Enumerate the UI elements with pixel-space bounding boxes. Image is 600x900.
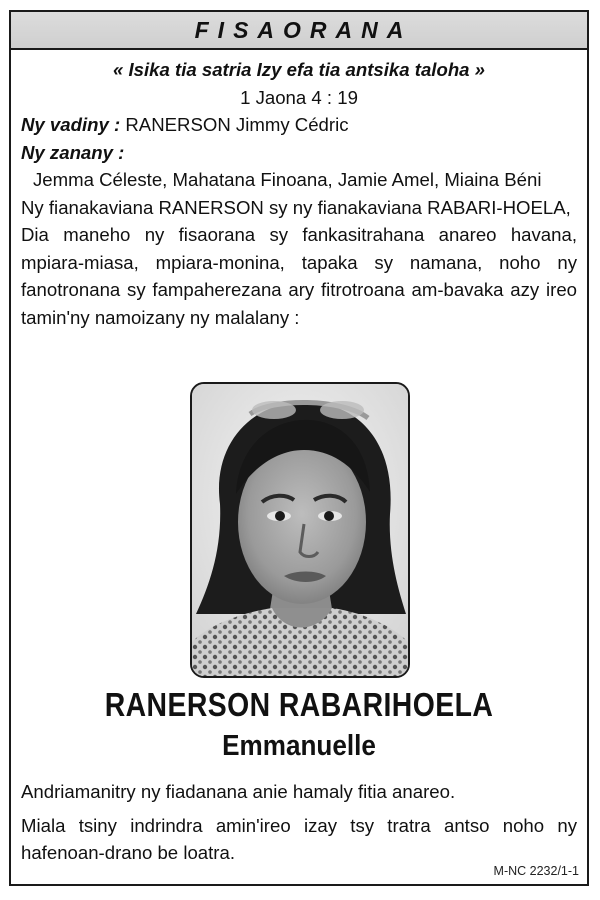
thanks-paragraph: Dia maneho ny fisaorana sy fankasitrahana anareo havana, mpiara-miasa, mpiara-monina, tapaka sy namana, noho ny fanotronana sy fampaherezana ary fitrotroana am-bavaka azy ireo tamin'ny namoizany ny malalany :	[21, 224, 577, 328]
reference-code: M-NC 2232/1-1	[493, 864, 579, 878]
apology-line: Miala tsiny indrindra amin'ireo izay tsy tratra antso noho ny hafenoan-drano be loatra.	[21, 814, 577, 863]
portrait-image	[192, 384, 408, 676]
spouse-name: RANERSON Jimmy Cédric	[120, 114, 349, 135]
bible-reference: 1 Jaona 4 : 19	[240, 86, 358, 108]
children-names: Jemma Céleste, Mahatana Finoana, Jamie Amel, Miaina Béni	[33, 169, 542, 190]
notice-frame	[9, 10, 589, 886]
portrait-photo	[190, 382, 410, 678]
closing-section	[21, 778, 577, 873]
deceased-surname: RANERSON RABARIHOELA	[104, 686, 494, 723]
families-line: Ny fianakaviana RANERSON sy ny fianakaviana RABARI-HOELA,	[21, 196, 571, 218]
spouse-label: Ny vadiny :	[21, 114, 121, 135]
header-bar	[11, 12, 587, 50]
spouse-line	[21, 111, 577, 139]
children-label: Ny zanany :	[21, 141, 125, 163]
blessing-line: Andriamanitry ny fiadanana anie hamaly fitia anareo.	[21, 781, 456, 802]
deceased-firstname: Emmanuelle	[222, 730, 376, 762]
notice-body	[21, 56, 577, 331]
notice-title: FISAORANA	[194, 16, 413, 43]
bible-quote: « Isika tia satria Izy efa tia antsika taloha »	[112, 59, 486, 80]
